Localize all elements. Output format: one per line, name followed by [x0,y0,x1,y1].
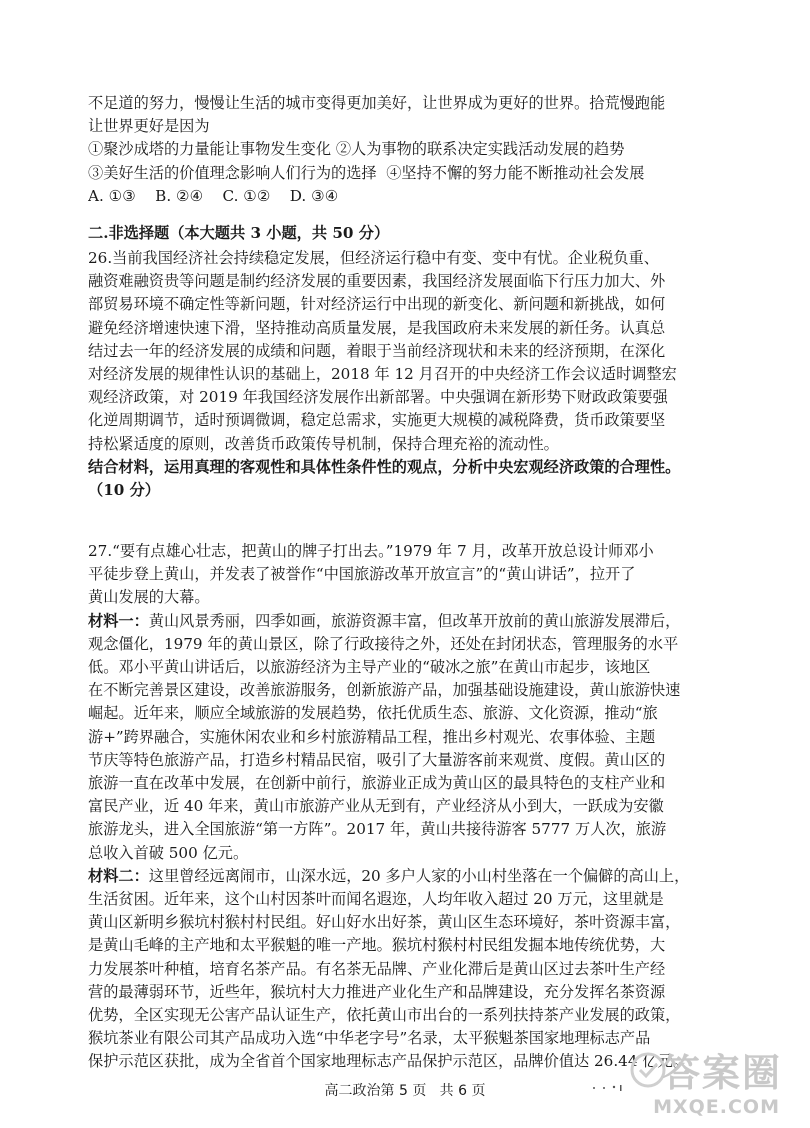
material-2-line: 力发展茶叶种植，培育名茶产品。有名茶无品牌、产业化滞后是黄山区过去茶叶生产经 [88,959,666,978]
scan-speck-marks [590,1084,630,1092]
watermark-url: MXQE.COM [653,1096,780,1118]
material-1-text: 黄山风景秀丽，四季如画，旅游资源丰富，但改革开放前的黄山旅游发展滞后， [148,611,681,630]
material-1-line: 低。邓小平黄山讲话后，以旅游经济为主导产业的“破冰之旅”在黄山市起步，该地区 [88,658,651,677]
material-2-line: 营的最薄弱环节，近些年，猴坑村大力推进产业化生产和品牌建设，充分发挥名茶资源 [88,982,666,1001]
q27-intro-line: 27.“要有点雄心壮志，把黄山的牌子打出去。”1979 年 7 月，改革开放总设计师邓小 [88,542,654,560]
q26-task: 结合材料，运用真理的客观性和具体性条件性的观点，分析中央宏观经济政策的合理性。 [88,457,681,476]
material-1-line: 崛起。近年来，顺应全域旅游的发展趋势，依托优质生态、旅游、文化资源，推动“旅 [88,704,658,723]
watermark-text: 答案圈 [661,1051,782,1095]
material-2-line: 是黄山毛峰的主产地和太平猴魁的唯一产地。猴坑村猴村村民组发掘本地传统优势，大 [88,936,666,955]
material-2-line: 黄山区新明乡猴坑村猴村村民组。好山好水出好茶，黄山区生态环境好，茶叶资源丰富， [88,913,681,932]
material-1-line: 观念僵化，1979 年的黄山景区，除了行政接待之外，还处在封闭状态，管理服务的水平 [88,634,679,653]
material-2-first-line [88,865,748,888]
q26-line: 融资难融资贵等问题是制约经济发展的重要因素，我国经济发展面临下行压力加大、外 [88,272,666,291]
material-2-text: 这里曾经远离闹市，山深水远，20 多户人家的小山村坐落在一个偏僻的高山上， [148,866,690,885]
material-2-line: 生活贫困。近年来，这个山村因茶叶而闻名遐迩，人均年收入超过 20 万元，这里就是 [88,890,664,909]
material-1-line: 旅游龙头，进入全国旅游“第一方阵”。2017 年，黄山共接待游客 5777 万人次，旅游 [88,820,667,839]
material-1-line: 游+”跨界融合，实施休闲农业和乡村旅游精品工程，推出乡村观光、农事体验、主题 [88,727,656,746]
q26-line: 部贸易环境不确定性等新问题，针对经济运行中出现的新变化、新问题和新挑战，如何 [88,295,666,314]
material-2-line: 优势，全区实现无公害产品认证生产，依托黄山市出台的一系列扶持茶产业发展的政策， [88,1006,681,1025]
q26-line: 观经济政策，对 2019 年我国经济发展作出新部署。中央强调在新形势下财政政策要强 [88,388,668,407]
material-1-label: 材料一： [88,611,149,630]
q27-intro-line: 平徒步登上黄山，并发表了被誉作“中国旅游改革开放宣言”的“黄山讲话”，拉开了 [88,565,636,584]
material-1-line: 总收入首破 500 亿元。 [88,843,249,862]
question-27 [88,540,748,1074]
section-heading: 二.非选择题（本大题共 3 小题，共 50 分） [88,224,390,242]
q25-option-statement: ①聚沙成塔的力量能让事物发生变化 ②人为事物的联系决定实践活动发展的趋势 [88,140,625,159]
q26-line: 化逆周期调节，适时预调微调，稳定总需求，实施更大规模的减税降费，货币政策要坚 [88,411,666,430]
watermark-logo [628,1042,788,1120]
q25-line: 让世界更好是因为 [88,117,210,136]
material-2-line: 保护示范区获批，成为全省首个国家地理标志产品保护示范区，品牌价值达 26.44 亿元。 [88,1052,688,1071]
material-1-line: 富民产业，近 40 年来，黄山市旅游产业从无到有，产业经济从小到大，一跃成为安徽 [88,797,664,816]
q27-intro-line: 黄山发展的大幕。 [88,588,210,607]
q25-option-statement: ③美好生活的价值理念影响人们行为的选择 ④坚持不懈的努力能不断推动社会发展 [88,163,645,182]
material-2-label: 材料二： [88,866,149,885]
question-25-tail [88,92,748,208]
material-2-line: 猴坑茶业有限公司其产品成功入选“中华老字号”名录，太平猴魁茶国家地理标志产品 [88,1029,651,1048]
q25-answer-choices: A. ①③ B. ②④ C. ①② D. ③④ [88,186,339,205]
q26-line: 避免经济增速快速下滑，坚持推动高质量发展，是我国政府未来发展的新任务。认真总 [88,318,666,337]
q26-score: （10 分） [88,481,160,500]
page-footer: 高二政治第 5 页 共 6 页 [324,1083,486,1099]
q26-line: 持松紧适度的原则，改善货币政策传导机制，保持合理充裕的流动性。 [88,434,559,453]
material-1-first-line [88,610,748,633]
material-1-line: 节庆等特色旅游产品，打造乡村精品民宿，吸引了大量游客前来观赏、度假。黄山区的 [88,750,666,769]
q26-line: 结过去一年的经济发展的成绩和问题，着眼于当前经济现状和未来的经济预期，在深化 [88,341,666,360]
q26-line: 26.当前我国经济社会持续稳定发展，但经济运行稳中有变、变中有忧。企业税负重、 [88,249,659,267]
question-26 [88,247,748,502]
material-1-line: 旅游一直在改革中发展，在创新中前行，旅游业正成为黄山区的最具特色的支柱产业和 [88,774,666,793]
q25-line: 不足道的努力，慢慢让生活的城市变得更加美好，让世界成为更好的世界。拾荒慢跑能 [88,94,666,112]
section-2 [88,222,748,245]
q26-line: 对经济发展的规律性认识的基础上，2018 年 12 月召开的中央经济工作会议适时调整宏 [88,365,677,384]
material-1-line: 在不断完善景区建设，改善旅游服务，创新旅游产品，加强基础设施建设，黄山旅游快速 [88,681,681,700]
